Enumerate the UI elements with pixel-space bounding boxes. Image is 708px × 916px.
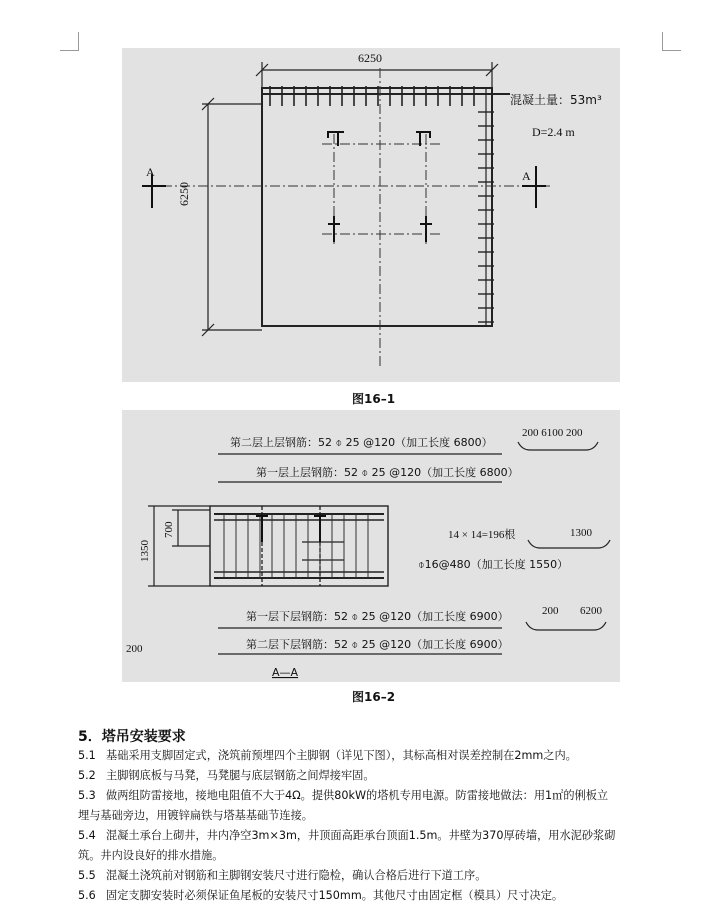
list-item-5-4-cont [78,846,668,865]
list-item-5-4 [78,826,668,845]
section-mark-right: A [522,169,531,183]
dim-top-right: 200 6100 200 [522,427,583,439]
concrete-volume: 混凝土量：53m³ [510,93,602,107]
layer2-top-rebar: 第二层上层钢筋：52 ⌽ 25 @120（加工长度 6800） [230,436,493,449]
section-dashed [262,506,320,586]
dim-1350: 1350 [139,540,151,562]
corner-mark-top-right [662,32,681,51]
item-text: 主脚钢底板与马凳，马凳腿与底层钢筋之间焊接牢固。 [106,769,375,782]
layer1-bottom-rebar: 第一层下层钢筋：52 ⌽ 25 @120（加工长度 6900） [246,610,509,623]
dim-bottom-right-6200: 6200 [580,605,602,617]
center-lines [162,68,552,368]
item-number: 5.5 [78,869,96,882]
list-item-5-3 [78,786,668,805]
item-number: 5.1 [78,749,96,762]
item-number: 5.6 [78,889,96,902]
figure-16-1-caption: 图16–1 [352,392,396,406]
depth-label: D=2.4 m [532,125,575,139]
item-text: 固定支脚安装时必须保证鱼尾板的安装尺寸150mm。其他尺寸由固定框（模具）尺寸决定。 [106,889,564,902]
item-number: 5.3 [78,789,96,802]
dim-top-6250: 6250 [358,51,382,65]
stirrup-spec: ⌽16@480（加工长度 1550） [418,558,569,571]
figure-16-1 [122,48,620,382]
section-mark-left: A [146,165,155,179]
item-text-continued: 埋与基础旁边，用镀锌扁铁与塔基基础节连接。 [78,809,313,822]
dim-left-6250: 6250 [177,182,191,206]
dim-200: 200 [126,643,143,655]
figure-16-2 [122,410,620,682]
item-text: 混凝土承台上砌井，井内净空3m×3m，井顶面高距承台顶面1.5m。井壁为370厚砖墙，用水泥砂浆砌 [106,829,616,842]
stirrup-count: 14 × 14=196根 [448,529,516,541]
stirrup-length: 1300 [570,527,592,539]
figure-16-2-drawing [122,410,620,682]
figure-16-2-caption: 图16–2 [352,690,396,704]
list-item-5-5 [78,866,668,885]
item-number: 5.4 [78,829,96,842]
list-item-5-6 [78,886,668,905]
list-item-5-1 [78,746,668,765]
item-text: 基础采用支脚固定式，浇筑前预埋四个主脚钢（详见下图），其标高相对误差控制在2mm之内。 [106,749,577,762]
section-label-aa: A—A [272,666,299,679]
dim-700: 700 [163,521,175,538]
layer1-top-rebar: 第一层上层钢筋：52 ⌽ 25 @120（加工长度 6800） [256,466,519,479]
item-text-continued: 筑。井内设良好的排水措施。 [78,849,224,862]
dim-bottom-right-200: 200 [542,605,559,617]
list-item-5-3-cont [78,806,668,825]
corner-mark-top-left [60,32,79,51]
figure-16-1-drawing [122,48,620,382]
list-item-5-2 [78,766,668,785]
section-title: 5．塔吊安装要求 [78,729,186,745]
stirrups [224,514,368,578]
layer2-bottom-rebar: 第二层下层钢筋：52 ⌽ 25 @120（加工长度 6900） [246,638,509,651]
item-number: 5.2 [78,769,96,782]
item-text: 混凝土浇筑前对钢筋和主脚钢安装尺寸进行隐检，确认合格后进行下道工序。 [106,869,487,882]
item-text: 做两组防雷接地，接地电阻值不大于4Ω。提供80kW的塔机专用电源。防雷接地做法：用1㎡的俐板立 [106,789,609,802]
